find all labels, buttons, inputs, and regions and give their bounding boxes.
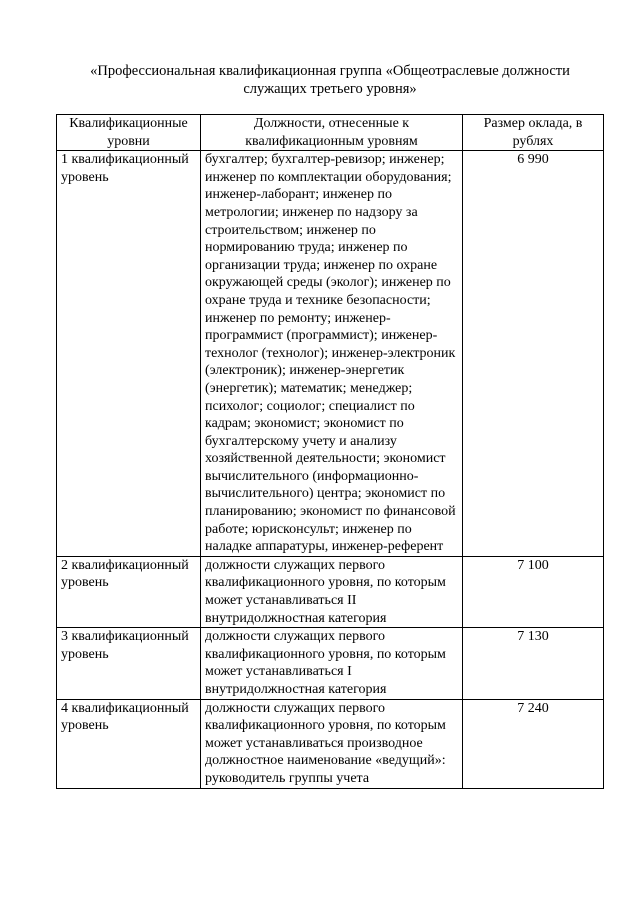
table-row — [57, 628, 604, 699]
table-row — [57, 556, 604, 627]
row-positions-cell: должности служащих первого квалификационного уровня, по которым может устанавливаться II внутридолжностная категория — [201, 556, 463, 627]
row-level-cell: 4 квалификационный уровень — [57, 699, 201, 788]
row-positions-cell: бухгалтер; бухгалтер-ревизор; инженер; инженер по комплектации оборудования; инженер-лаборант; инженер по метрологии; инженер по надзору за строительством; инженер по нормированию труда; инженер по организации труда; инженер по охране окружающей среды (эколог); инженер по охране труда и технике безопасности; инженер по ремонту; инженер-программист (программист); инженер-технолог (технолог); инженер-электроник (электроник); инженер-энергетик (энергетик); математик; менеджер; психолог; социолог; специалист по кадрам; экономист; экономист по бухгалтерскому учету и анализу хозяйственной деятельности; экономист вычислительного (информационно-вычислительного) центра; экономист по планированию; экономист по финансовой работе; юрисконсульт; инженер по наладке аппаратуры, инженер-референт — [201, 151, 463, 557]
header-level: Квалификационные уровни — [57, 115, 201, 151]
document-title: «Профессиональная квалификационная группа «Общеотраслевые должности служащих третьего уровня» — [90, 63, 570, 97]
header-positions: Должности, отнесенные к квалификационным уровням — [201, 115, 463, 151]
table-header-row — [57, 115, 604, 151]
row-salary-cell: 6 990 — [463, 151, 604, 557]
row-salary-cell: 7 130 — [463, 628, 604, 699]
table-row — [57, 151, 604, 557]
qualification-table — [56, 114, 604, 789]
row-level-cell: 2 квалификационный уровень — [57, 556, 201, 627]
row-level-cell: 3 квалификационный уровень — [57, 628, 201, 699]
row-salary-cell: 7 100 — [463, 556, 604, 627]
row-positions-cell: должности служащих первого квалификационного уровня, по которым может устанавливаться I внутридолжностная категория — [201, 628, 463, 699]
row-positions-cell: должности служащих первого квалификационного уровня, по которым может устанавливаться производное должностное наименование «ведущий»: руководитель группы учета — [201, 699, 463, 788]
header-salary: Размер оклада, в рублях — [463, 115, 604, 151]
table-row — [57, 699, 604, 788]
row-level-cell: 1 квалификационный уровень — [57, 151, 201, 557]
row-salary-cell: 7 240 — [463, 699, 604, 788]
